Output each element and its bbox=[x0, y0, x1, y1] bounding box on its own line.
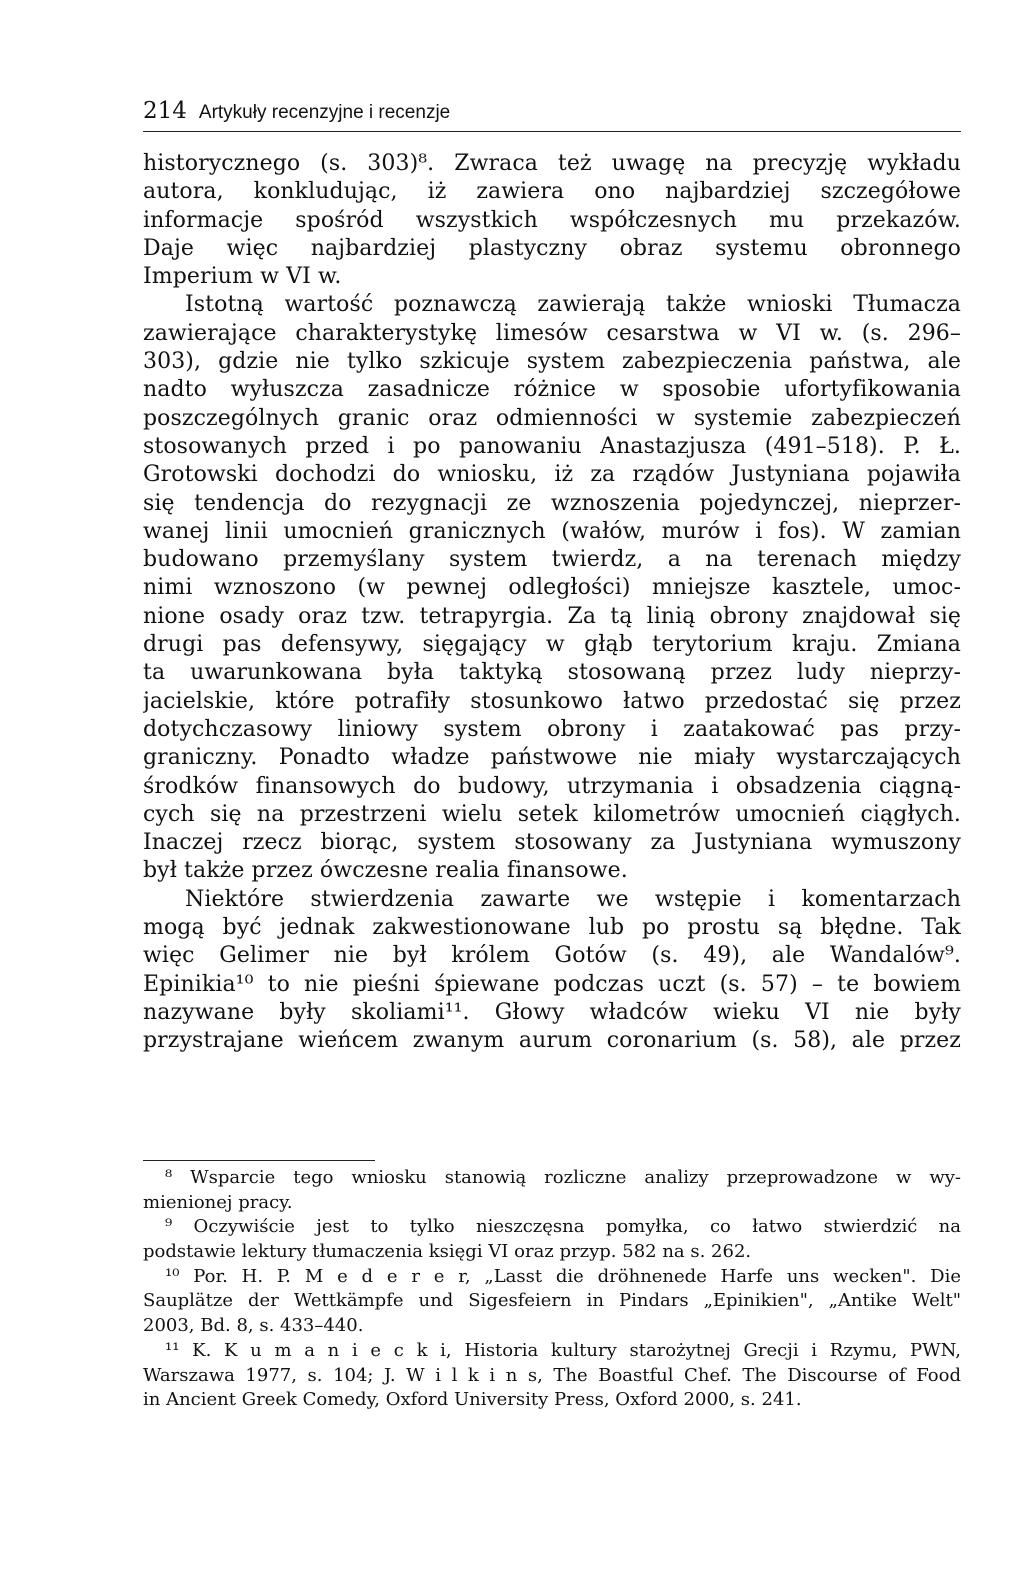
footnote-line: Sauplätze der Wettkämpfe und Sigesfeiern in Pindars „Epinikien", „Antike Welt" bbox=[143, 1290, 961, 1312]
text-line: wanej linii umocnień granicznych (wałów, murów i fos). W zamian bbox=[143, 518, 961, 544]
text-line: ta uwarunkowana była taktyką stosowaną przez ludy nieprzy- bbox=[143, 660, 961, 686]
text-line: Epinikia¹⁰ to nie pieśni śpiewane podczas uczt (s. 57) – te bowiem bbox=[143, 971, 961, 997]
text-line: był także przez ówczesne realia finansowe. bbox=[143, 858, 628, 884]
text-line: Grotowski dochodzi do wniosku, iż za rządów Justyniana pojawiła bbox=[143, 462, 961, 488]
footnote-line: mienionej pracy. bbox=[143, 1191, 293, 1213]
text-line: 303), gdzie nie tylko szkicuje system zabezpieczenia państwa, ale bbox=[143, 349, 961, 375]
footnote-line: ⁹ Oczywiście jest to tylko nieszczęsna pomyłka, co łatwo stwierdzić na bbox=[165, 1216, 961, 1238]
running-title: Artykuły recenzyjne i recenzje bbox=[198, 102, 451, 123]
text-line: nadto wyłuszcza zasadnicze różnice w sposobie ufortyfikowania bbox=[143, 377, 961, 403]
footnote-line: Warszawa 1977, s. 104; J. W i l k i n s, The Boastful Chef. The Discourse of Food bbox=[143, 1364, 961, 1386]
footnote-line: podstawie lektury tłumaczenia księgi VI oraz przyp. 582 na s. 262. bbox=[143, 1241, 752, 1263]
text-line: historycznego (s. 303)⁸. Zwraca też uwagę na precyzję wykładu bbox=[143, 151, 961, 176]
text-line: budowano przemyślany system twierdz, a na terenach między bbox=[143, 547, 961, 573]
text-line: nione osady oraz tzw. tetrapyrgia. Za tą linią obrony znajdował się bbox=[143, 603, 961, 629]
footnotes bbox=[143, 1166, 961, 1413]
footnote-line: in Ancient Greek Comedy, Oxford University Press, Oxford 2000, s. 241. bbox=[143, 1389, 802, 1411]
text-line: Daje więc najbardziej plastyczny obraz systemu obronnego bbox=[143, 235, 961, 261]
running-head bbox=[143, 98, 961, 132]
text-line: Niektóre stwierdzenia zawarte we wstępie i komentarzach bbox=[185, 886, 961, 912]
text-line: nazywane były skoliami¹¹. Głowy władców wieku VI nie były bbox=[143, 999, 961, 1025]
footnote-line: 2003, Bd. 8, s. 433–440. bbox=[143, 1315, 364, 1337]
text-line: Inaczej rzecz biorąc, system stosowany za Justyniana wymuszony bbox=[143, 830, 961, 856]
text-line: przystrajane wieńcem zwanym aurum coronarium (s. 58), ale przez bbox=[143, 1028, 961, 1054]
text-line: informacje spośród wszystkich współczesnych mu przekazów. bbox=[143, 207, 961, 233]
footnote-line: ¹⁰ Por. H. P. M e d e r e r, „Lasst die dröhnenede Harfe uns wecken". Die bbox=[165, 1265, 961, 1287]
text-line: jacielskie, które potrafiły stosunkowo łatwo przedostać się przez bbox=[143, 688, 961, 714]
main-text bbox=[143, 150, 961, 1056]
text-line: graniczny. Ponadto władze państwowe nie miały wystarczających bbox=[143, 745, 961, 771]
footnote-line: ⁸ Wsparcie tego wniosku stanowią rozliczne analizy przeprowadzone w wy- bbox=[165, 1167, 961, 1188]
footnote-line: ¹¹ K. K u m a n i e c k i, Historia kultury starożytnej Grecji i Rzymu, PWN, bbox=[165, 1339, 961, 1361]
text-line: poszczególnych granic oraz odmienności w systemie zabezpieczeń bbox=[143, 405, 961, 431]
page-number: 214 bbox=[143, 98, 187, 124]
text-line: więc Gelimer nie był królem Gotów (s. 49), ale Wandalów⁹. bbox=[143, 943, 961, 969]
text-line: mogą być jednak zakwestionowane lub po prostu są błędne. Tak bbox=[143, 915, 961, 941]
text-line: Imperium w VI w. bbox=[143, 264, 342, 290]
text-line: cych się na przestrzeni wielu setek kilometrów umocnień ciągłych. bbox=[143, 801, 961, 827]
footnote-separator bbox=[143, 1160, 375, 1161]
text-line: Istotną wartość poznawczą zawierają także wnioski Tłumacza bbox=[185, 292, 961, 318]
text-line: zawierające charakterystykę limesów cesarstwa w VI w. (s. 296– bbox=[143, 320, 961, 346]
text-line: drugi pas defensywy, sięgający w głąb terytorium kraju. Zmiana bbox=[143, 632, 961, 658]
text-line: autora, konkludując, iż zawiera ono najbardziej szczegółowe bbox=[143, 179, 961, 205]
text-line: środków finansowych do budowy, utrzymania i obsadzenia ciągną- bbox=[143, 773, 961, 799]
text-line: nimi wznoszono (w pewnej odległości) mniejsze kasztele, umoc- bbox=[143, 575, 961, 601]
text-line: stosowanych przed i po panowaniu Anastazjusza (491–518). P. Ł. bbox=[143, 433, 961, 459]
text-line: się tendencja do rezygnacji ze wznoszenia pojedynczej, nieprzer- bbox=[143, 490, 961, 516]
text-line: dotychczasowy liniowy system obrony i zaatakować pas przy- bbox=[143, 716, 961, 742]
